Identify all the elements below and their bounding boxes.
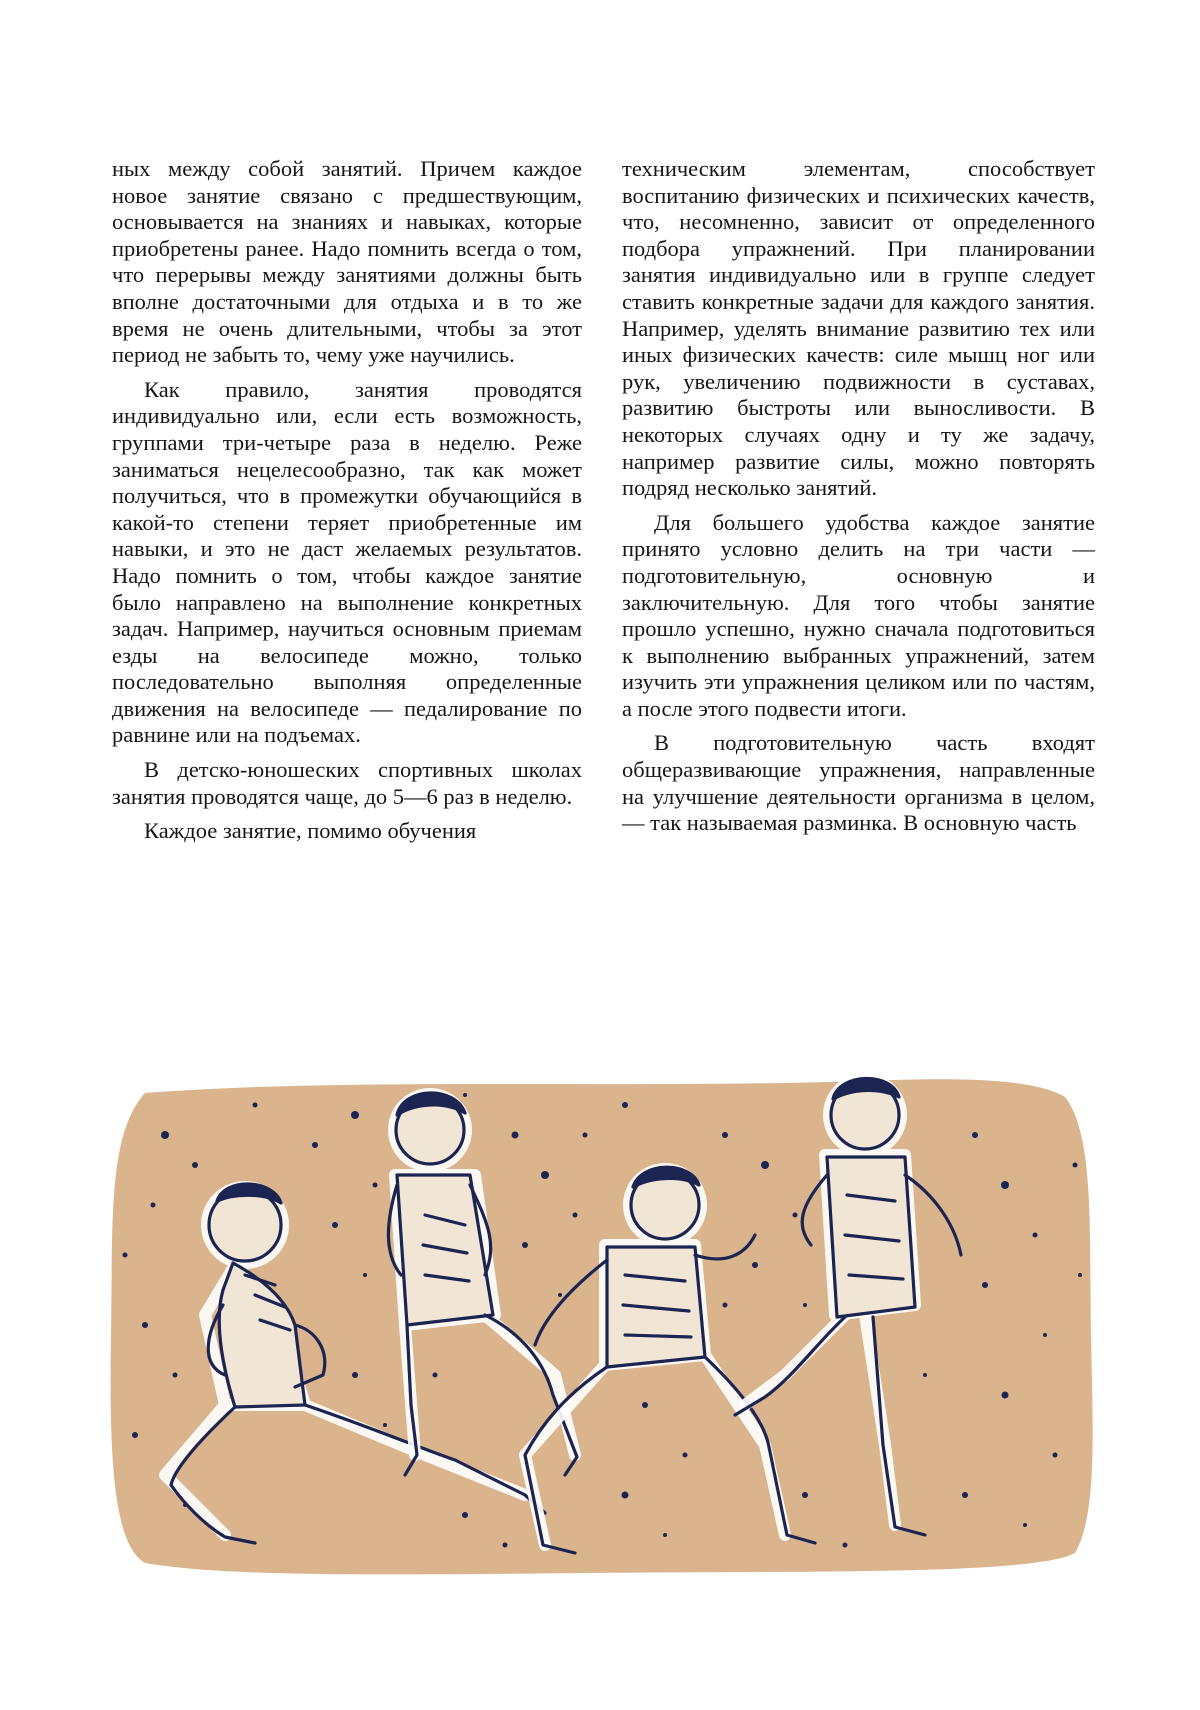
- paragraph: ных между собой занятий. Причем каждое новое занятие связано с предшествующим, основывается на знаниях и навыках, которые приобретены ранее. Надо помнить всегда о том, что перерывы между занятиями должны быть вполне достаточными для отдыха и в то же время не очень длительными, чтобы за этот период не забыть то, чему уже научились.: [112, 156, 582, 368]
- paragraph: техническим элементам, способствует воспитанию физических и психических качеств, что, несомненно, зависит от определенного подбора упражнений. При планировании занятия индивидуально или в группе следует ставить конкретные задачи для каждого занятия. Например, уделять внимание развитию тех или иных физических качеств: силе мышц ног или рук, увеличению подвижности в суставах, развитию быстроты или выносливости. В некоторых случаях одну и ту же задачу, например развитие силы, можно повторять подряд несколько занятий.: [622, 156, 1095, 501]
- illustration-drawing: [105, 1075, 1100, 1580]
- paragraph: Для большего удобства каждое занятие принято условно делить на три части — подготовительную, основную и заключительную. Для того чтобы занятие прошло успешно, нужно сначала подготовиться к выполнению выбранных упражнений, затем изучить эти упражнения целиком или по частям, а после этого подвести итоги.: [622, 509, 1095, 721]
- paragraph: В детско-юношеских спортивных школах занятия проводятся чаще, до 5—6 раз в неделю.: [112, 757, 582, 809]
- paragraph: Как правило, занятия проводятся индивидуально или, если есть возможность, группами три-четыре раза в неделю. Реже заниматься нецелесообразно, так как может получиться, что в промежутки обучающийся в какой-то степени теряет приобретенные им навыки, и это не даст желаемых результатов. Надо помнить о том, чтобы каждое занятие было направлено на выполнение конкретных задач. Например, научиться основным приемам езды на велосипеде можно, только последовательно выполняя определенные движения на велосипеде — педалирование по равнине или на подъемах.: [112, 376, 582, 748]
- exercise-illustration: [105, 1075, 1100, 1580]
- left-text-column: [112, 156, 582, 845]
- paragraph: В подготовительную часть входят общеразвивающие упражнения, направленные на улучшение деятельности организма в целом,— так называемая разминка. В основную часть: [622, 730, 1095, 836]
- right-text-column: [622, 156, 1095, 837]
- paragraph: Каждое занятие, помимо обучения: [144, 818, 477, 844]
